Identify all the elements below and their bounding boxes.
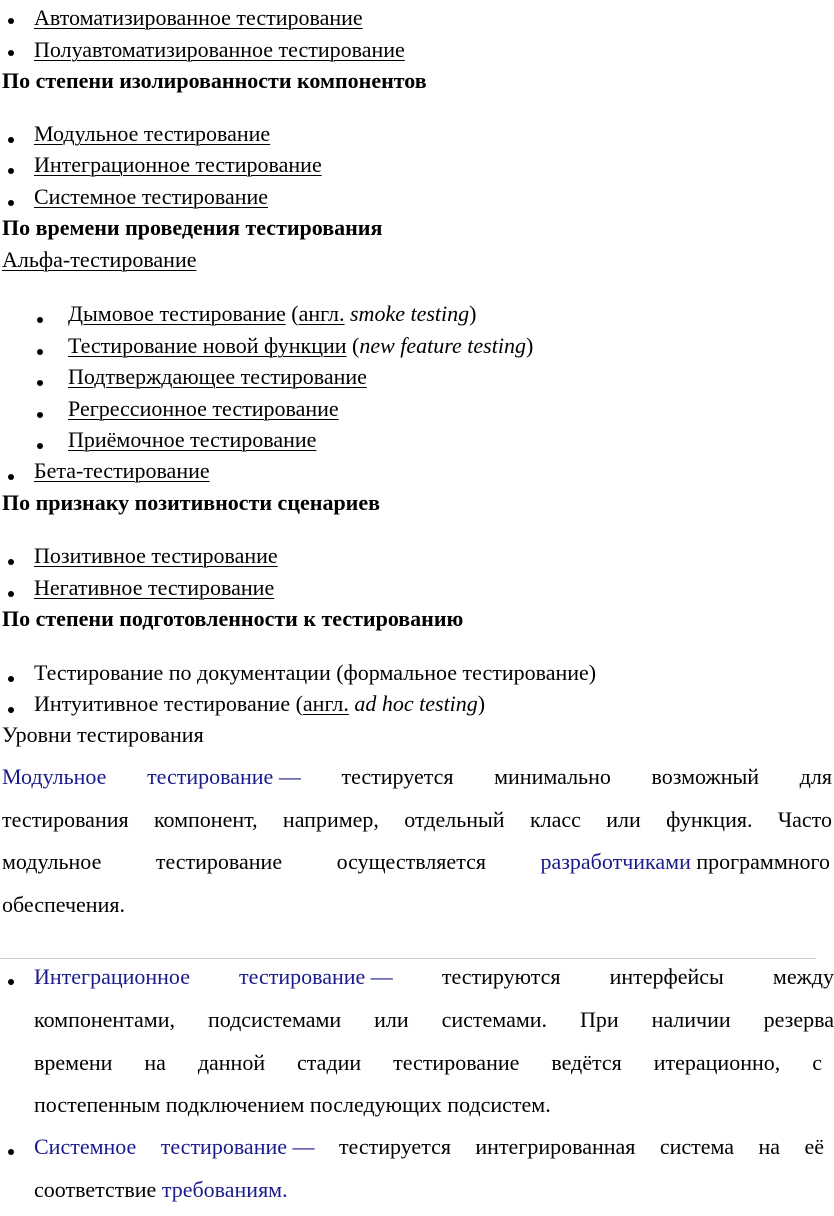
list-item-regression[interactable]: Регрессионное тестирование [68, 396, 339, 421]
developers-link-text[interactable]: разработчиками [540, 849, 691, 874]
link-system-testing[interactable]: Системное [34, 1134, 137, 1159]
heading-prepared: По степени подготовленности к тестированию [2, 606, 464, 631]
link-new-feature[interactable]: Тестирование новой функции [68, 333, 347, 358]
bullet [8, 137, 14, 143]
list-item-system[interactable]: Системное тестирование [34, 184, 269, 209]
system-para-line-2: соответствие требованиям. [34, 1177, 288, 1202]
list-item-new-feature: Тестирование новой функции (new feature testing) [68, 333, 534, 358]
list-item-automated[interactable]: Автоматизированное тестирование [34, 5, 363, 30]
heading-time: По времени проведения тестирования [2, 215, 383, 240]
list-item-smoke: Дымовое тестирование (англ. smoke testing) [68, 301, 477, 326]
software-text: программного [690, 849, 830, 874]
list-item-semiautomated[interactable]: Полуавтоматизированное тестирование [34, 37, 405, 62]
unit-para-line-1: Модульное тестирование — тестируется минимально возможный для [2, 764, 832, 789]
system-para-line-1: Системное тестирование — тестируется интегрированная система на её [34, 1134, 824, 1159]
bullet [37, 317, 43, 323]
bullet [37, 349, 43, 355]
list-item-negative[interactable]: Негативное тестирование [34, 575, 275, 600]
heading-positive: По признаку позитивности сценариев [2, 490, 380, 515]
list-item-confirmation[interactable]: Подтверждающее тестирование [68, 364, 367, 389]
link-alpha[interactable]: Альфа-тестирование [2, 247, 197, 272]
integration-para-line-2: компонентами, подсистемами или системами. При наличии резерва [34, 1007, 834, 1032]
bullet [8, 50, 14, 56]
link-smoke[interactable]: Дымовое тестирование [68, 301, 286, 326]
integration-para-line-1: Интеграционное тестирование — тестируются интерфейсы между [34, 964, 834, 989]
levels-title: Уровни тестирования [2, 722, 204, 747]
link-english-2[interactable]: англ. [302, 691, 349, 716]
list-item-positive[interactable]: Позитивное тестирование [34, 543, 278, 568]
bullet [8, 979, 14, 985]
integration-para-line-3: времени на данной стадии тестирование ведётся итерационно, с [34, 1050, 822, 1075]
bullet [8, 676, 14, 682]
unit-para-line-4: обеспечения. [2, 892, 125, 917]
bullet [37, 380, 43, 386]
link-unit-testing[interactable]: Модульное [2, 764, 107, 789]
bullet [8, 559, 14, 565]
list-item-beta[interactable]: Бета-тестирование [34, 458, 210, 483]
list-item-acceptance[interactable]: Приёмочное тестирование [68, 427, 317, 452]
list-item-intuitive: Интуитивное тестирование (англ. ad hoc testing) [34, 691, 486, 716]
unit-para-line-3: модульное тестирование осуществляется разработчиками программного [2, 849, 830, 874]
link-english[interactable]: англ. [298, 301, 345, 326]
bullet [8, 1149, 14, 1155]
bullet [8, 591, 14, 597]
list-item-integration[interactable]: Интеграционное тестирование [34, 152, 322, 177]
bullet [8, 707, 14, 713]
unit-para-line-2: тестирования компонент, например, отдельный класс или функция. Часто [2, 807, 832, 832]
link-requirements[interactable]: требованиям. [161, 1177, 288, 1202]
integration-para-line-4: постепенным подключением последующих подсистем. [34, 1092, 551, 1117]
heading-isolation: По степени изолированности компонентов [2, 68, 427, 93]
bullet [8, 200, 14, 206]
divider [0, 958, 816, 959]
list-item-documentation: Тестирование по документации (формальное тестирование) [34, 660, 597, 685]
bullet [8, 168, 14, 174]
bullet [8, 474, 14, 480]
link-integration-testing[interactable]: Интеграционное [34, 964, 190, 989]
bullet [8, 18, 14, 24]
bullet [37, 443, 43, 449]
bullet [37, 412, 43, 418]
link-developers [540, 849, 830, 875]
list-item-unit[interactable]: Модульное тестирование [34, 121, 271, 146]
